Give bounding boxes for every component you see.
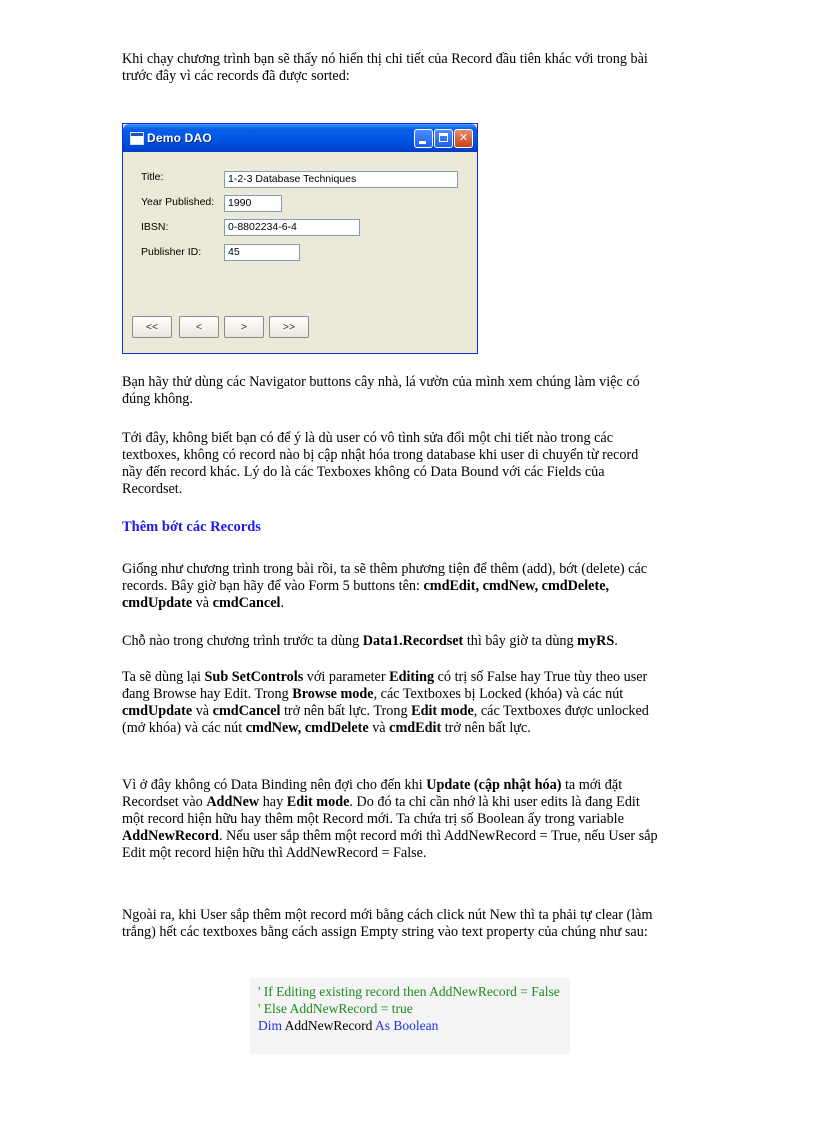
window-titlebar: [123, 124, 477, 152]
minimize-button[interactable]: [414, 129, 433, 148]
nav-previous-button[interactable]: <: [179, 316, 219, 338]
demo-dao-window: [122, 123, 478, 354]
databound-paragraph: Tới đây, không biết bạn có để ý là dù user có vô tình sửa đổi một chi tiết nào trong các textboxes, không có record nào bị cập nhật hóa trong database khi user di chuyển từ record nầy đến record khác. Lý do là các Texboxes không có Data Bound với các Fields của Recordset.: [122, 430, 639, 497]
close-button[interactable]: [454, 129, 473, 148]
code-block: [250, 978, 570, 1054]
code-comment-line-2: ' Else AddNewRecord = true: [258, 1001, 413, 1016]
nav-next-button[interactable]: >: [224, 316, 264, 338]
navigator-paragraph: Bạn hãy thử dùng các Navigator buttons cây nhà, lá vườn của mình xem chúng làm việc có đúng không.: [122, 374, 640, 407]
title-textbox[interactable]: 1-2-3 Database Techniques: [224, 171, 458, 188]
recordset-paragraph: Chỗ nào trong chương trình trước ta dùng Data1.Recordset thì bây giờ ta dùng myRS.: [122, 633, 618, 649]
title-label: Title:: [141, 171, 164, 183]
code-comment-line-1: ' If Editing existing record then AddNewRecord = False: [258, 984, 560, 999]
year-label: Year Published:: [141, 196, 215, 208]
nav-first-button[interactable]: <<: [132, 316, 172, 338]
intro-paragraph: Khi chạy chương trình bạn sẽ thấy nó hiển thị chi tiết của Record đầu tiên khác với trong bài trước đây vì các records đã được sorted:: [122, 51, 648, 84]
year-textbox[interactable]: 1990: [224, 195, 282, 212]
nav-last-button[interactable]: >>: [269, 316, 309, 338]
code-dim-line: Dim AddNewRecord As Boolean: [258, 1018, 439, 1033]
clear-textboxes-paragraph: Ngoài ra, khi User sắp thêm một record mới bằng cách click nút New thì ta phải tự clear (làm trắng) hết các textboxes bằng cách assign Empty string vào text property của chúng như sau:: [122, 907, 653, 940]
section-heading: Thêm bớt các Records: [122, 519, 261, 535]
isbn-label: IBSN:: [141, 221, 169, 233]
window-title: Demo DAO: [147, 131, 212, 145]
form-icon: [130, 132, 144, 145]
maximize-icon: [439, 133, 448, 142]
setcontrols-paragraph: Ta sẽ dùng lại Sub SetControls với parameter Editing có trị số False hay True tùy theo user đang Browse hay Edit. Trong Browse mode, các Textboxes bị Locked (khóa) và các nút cmdUpdate và cmdCancel trở nên bất lực. Trong Edit mode, các Textboxes được unlocked (mở khóa) và các nút cmdNew, cmdDelete và cmdEdit trở nên bất lực.: [122, 669, 649, 736]
addnew-paragraph: Vì ở đây không có Data Binding nên đợi cho đến khi Update (cập nhật hóa) ta mới đặt Recordset vào AddNew hay Edit mode. Do đó ta chỉ cần nhớ là khi user edits là đang Edit một record hiện hữu hay thêm một Record mới. Ta chứa trị số Boolean ấy trong variable AddNewRecord. Nếu user sắp thêm một record mới thì AddNewRecord = True, nếu User sắp Edit một record hiện hữu thì AddNewRecord = False.: [122, 777, 658, 861]
buttons-paragraph: Giống như chương trình trong bài rồi, ta sẽ thêm phương tiện để thêm (add), bớt (delete) các records. Bây giờ bạn hãy để vào Form 5 buttons tên: cmdEdit, cmdNew, cmdDelete, cmdUpdate và cmdCancel.: [122, 561, 648, 611]
minimize-icon: [419, 141, 426, 144]
publisher-label: Publisher ID:: [141, 246, 202, 258]
close-icon: ✕: [458, 131, 469, 144]
isbn-textbox[interactable]: 0-8802234-6-4: [224, 219, 360, 236]
publisher-textbox[interactable]: 45: [224, 244, 300, 261]
maximize-button[interactable]: [434, 129, 453, 148]
